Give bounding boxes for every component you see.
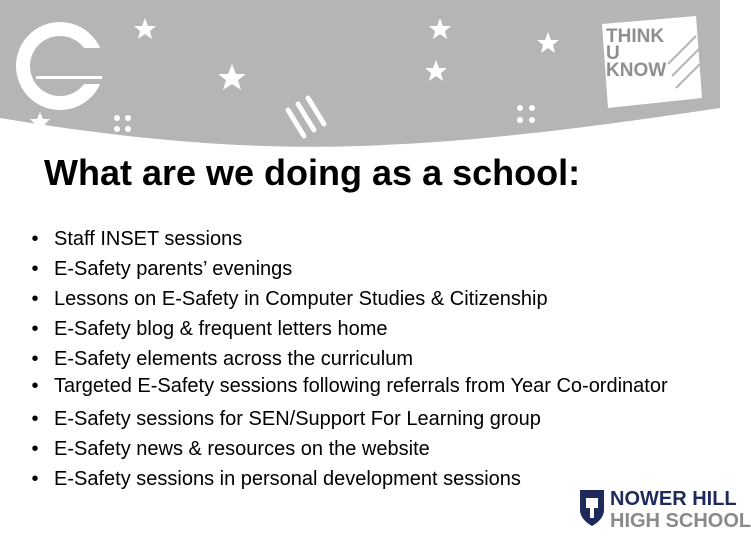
bullet-text: E-Safety elements across the curriculum [54,348,414,370]
school-subtitle: HIGH SCHOOL [610,510,751,532]
slide-title: What are we doing as a school: [44,152,581,193]
list-item [28,344,668,374]
bullet-icon: • [31,375,39,397]
bullet-list [28,224,668,494]
school-logo [570,484,751,540]
list-item [28,224,668,254]
bullet-icon: • [31,288,39,310]
list-item [28,254,668,284]
bullet-icon: • [31,348,39,370]
bullet-text: Targeted E-Safety sessions following referrals from Year Co-ordinator [54,375,668,397]
bullet-icon: • [31,318,39,340]
school-name: NOWER HILL [610,488,737,510]
bullet-icon: • [31,438,39,460]
thinkuknow-logo [596,14,706,124]
bullet-text: Staff INSET sessions [54,228,243,250]
logo-line-think: THINK [606,26,665,47]
list-item [28,374,668,404]
bullet-text: E-Safety blog & frequent letters home [54,318,388,340]
logo-line-u: U [606,43,620,64]
bullet-icon: • [31,228,39,250]
bullet-text: E-Safety parents’ evenings [54,258,293,280]
bullet-icon: • [31,468,39,490]
logo-line-know: KNOW [606,60,667,81]
bullet-icon: • [31,408,39,430]
bullet-icon: • [31,258,39,280]
list-item [28,284,668,314]
school-crest-icon [578,488,606,528]
ceop-logo-bar [36,76,102,79]
ceop-logo-text: CEOP [36,49,95,74]
bullet-text: E-Safety sessions for SEN/Support For Learning group [54,408,541,430]
bullet-text: E-Safety news & resources on the website [54,438,430,460]
list-item [28,404,668,434]
bullet-text: E-Safety sessions in personal development sessions [54,468,521,490]
list-item [28,314,668,344]
bullet-text: Lessons on E-Safety in Computer Studies & Citizenship [54,288,548,310]
header-banner [0,0,720,150]
list-item [28,434,668,464]
